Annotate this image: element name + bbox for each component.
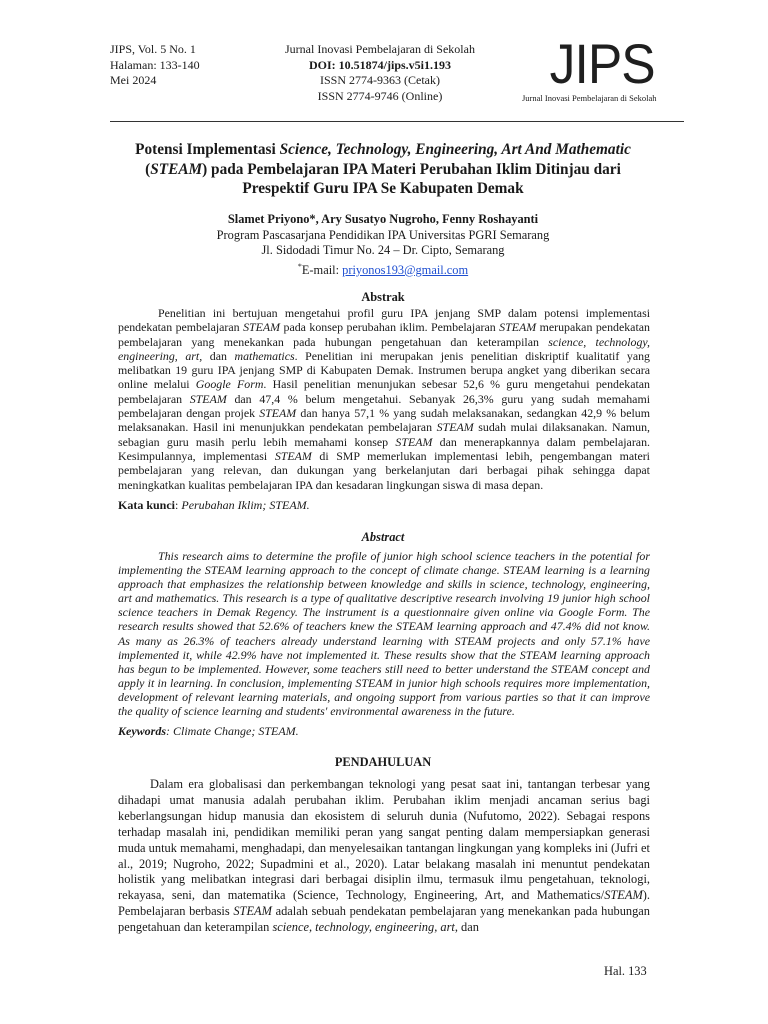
italic-run: science, technology, engineering, art	[272, 920, 455, 935]
email-label: E-mail:	[301, 262, 343, 277]
paper-title	[118, 140, 648, 199]
author-names: Slamet Priyono*, Ary Susatyo Nugroho, Fenny Roshayanti	[227, 212, 539, 226]
pendahuluan-body	[118, 777, 650, 936]
issn-online: ISSN 2774-9746 (Online)	[317, 88, 443, 103]
title-italic: Science, Technology, Engineering, Art And Mathematic	[279, 141, 631, 158]
italic-run: STEAM	[189, 391, 227, 406]
journal-pages: Halaman: 133-140	[110, 57, 200, 72]
italic-run: STEAM	[395, 434, 433, 449]
keywords-id-label: Kata kunci	[118, 498, 176, 512]
abstrak-body	[118, 306, 650, 492]
logo-subtitle: Jurnal Inovasi Pembelajaran di Sekolah	[522, 93, 657, 103]
logo-wordmark: JIPS	[549, 32, 655, 95]
text-run: dan hanya 57,1 % yang sudah melaksanakan, sedangkan 42,9 % belum melaksanakan. Hasil ini menunjukkan pendekatan pembelajaran	[118, 406, 650, 435]
text-run: . Hasil penelitian menunjukan sebesar 52,6 % guru mengetahui pendekatan pembelajaran	[118, 377, 650, 406]
text-run: dan	[202, 348, 235, 363]
author-email-line	[118, 259, 648, 279]
keywords-id-text: Perubahan Iklim; STEAM.	[181, 498, 310, 512]
italic-run: STEAM	[274, 448, 312, 463]
keywords-id	[118, 498, 650, 513]
text-run: Penelitian ini bertujuan mengetahui profil guru IPA jenjang SMP dalam potensi implementasi pendekatan pembelajaran	[118, 306, 650, 335]
title-text: Potensi Implementasi	[135, 141, 280, 158]
text-run: Dalam era globalisasi dan perkembangan teknologi yang pesat saat ini, tantangan terbesar yang dihadapi umat manusia adalah perubahan iklim. Perubahan iklim menjadi ancaman serius bagi keberlangsungan hidup manusia dan ekosistem di seluruh dunia (Nufutomo, 2022). Sebagai respons terhadap masalah ini, pendidikan memiliki peran yang sangat penting dalam mempersiapkan generasi muda untuk memahami, menghadapi, dan menyelesaikan tantangan lingkungan yang kompleks ini (Jufri et al., 2019; Nugroho, 2022; Supadmini et al., 2020). Latar belakang masalah ini menuntut pendekatan holistik yang melibatkan integrasi dari berbagai disiplin ilmu, termasuk ilmu pengetahuan, teknologi, rekayasa, seni, dan matematika (Science, Technology, Engineering, Art, and Mathematics/	[118, 777, 650, 903]
keywords-id-sep: :	[175, 498, 182, 512]
author-address: Jl. Sidodadi Timur No. 24 – Dr. Cipto, Semarang	[261, 243, 505, 258]
journal-identifiers	[260, 42, 500, 104]
keywords-en-sep: :	[166, 724, 173, 738]
title-italic: STEAM	[150, 160, 203, 178]
italic-run: STEAM	[499, 320, 537, 335]
italic-run: STEAM	[604, 888, 643, 903]
journal-name: Jurnal Inovasi Pembelajaran di Sekolah	[285, 42, 475, 56]
issn-print: ISSN 2774-9363 (Cetak)	[320, 73, 440, 87]
text-run: merupakan pendekatan pembelajaran yang menekankan pada hubungan pengetahuan dan keterampilan	[118, 320, 650, 349]
keywords-en	[118, 724, 650, 739]
text-run: ). Pembelajaran berbasis	[118, 888, 650, 919]
text-run: sudah mulai dilaksanakan. Namun, sebagian guru masih perlu lebih memahami konsep	[118, 420, 651, 449]
italic-run: STEAM	[436, 420, 474, 435]
email-link[interactable]: priyonos193@gmail.com	[342, 262, 469, 277]
author-affiliation: Program Pascasarjana Pendidikan IPA Universitas PGRI Semarang	[216, 227, 550, 242]
keywords-en-text: Climate Change; STEAM.	[173, 724, 299, 738]
text-run: dan 47,4 % belum mengetahui. Sebanyak 26,3% guru yang sudah memahami pembelajaran dengan projek	[118, 391, 650, 421]
page-number: Hal. 133	[604, 964, 647, 978]
text-run: , dan	[454, 920, 479, 935]
text-run: dan menerapkannya dalam pembelajaran. Kesimpulannya, implementasi	[118, 434, 650, 463]
journal-logo	[522, 32, 682, 103]
italic-run: STEAM	[243, 320, 281, 335]
pendahuluan-heading: PENDAHULUAN	[334, 755, 432, 769]
doi: DOI: 10.51874/jips.v5i1.193	[308, 57, 451, 72]
italic-run: science, technology, engineering, art,	[118, 334, 651, 363]
journal-meta	[110, 42, 200, 89]
italic-run: STEAM	[259, 406, 297, 421]
journal-volume: JIPS, Vol. 5 No. 1	[110, 42, 196, 56]
text-run: di SMP memerlukan implementasi lebih, pengembangan materi pembelajaran yang relevan, dan dukungan yang berkelanjutan dari berbagai pihak sehingga dapat meningkatkan kualitas pembelajaran IPA dan kesadaran lingkungan siswa di masa depan.	[118, 448, 650, 492]
header-divider	[110, 121, 684, 122]
abstract-heading: Abstract	[361, 530, 405, 544]
email-marker: *	[297, 261, 302, 271]
italic-run: mathematics	[234, 348, 295, 363]
italic-run: Google Form	[195, 377, 264, 392]
text-run: pada konsep perubahan iklim. Pembelajaran	[280, 320, 500, 335]
title-text: (	[145, 160, 151, 178]
author-block	[118, 212, 648, 279]
journal-date: Mei 2024	[110, 73, 157, 87]
abstrak-heading: Abstrak	[361, 290, 405, 304]
title-text: ) pada Pembelajaran IPA Materi Perubahan Iklim Ditinjau dari Prespektif Guru IPA Se Kabupaten Demak	[202, 160, 621, 197]
abstract-body: This research aims to determine the profile of junior high school science teachers in the potential for implementing the STEAM learning approach to the concept of climate change. STEAM learning is a learning approach that emphasizes the relationship between knowledge and skills in science, technology, engineering, art and mathematics. This research is a type of qualitative descriptive research involving 19 junior high school science teachers in Demak Regency. The instrument is a questionnaire given online via Google Form. The research results showed that 52.6% of teachers knew the STEAM learning approach and 47.4% did not know. As many as 26.3% of teachers already understand learning with STEAM projects and only 57.1% have implemented it, while 42.9% have not implemented it. These results show that the STEAM learning approach has begun to be implemented. However, some teachers still need to better understand the STEAM concept and apply it in learning. In conclusion, implementing STEAM in junior high schools requires more implementation, development of relevant learning materials, and ongoing support from various parties so that it can improve the quality of science learning and students' environmental awareness in the future.	[118, 549, 650, 719]
keywords-en-label: Keywords	[118, 724, 166, 738]
italic-run: STEAM	[233, 904, 272, 919]
text-run: adalah sebuah pendekatan pembelajaran yang menekankan pada hubungan pengetahuan dan keterampilan	[118, 904, 651, 935]
text-run: . Penelitian ini merupakan jenis penelitian diskriptif kualitatif yang melibatkan 19 guru IPA jenjang SMP di Kabupaten Demak. Instrumen berupa angket yang diberikan secara online melalui	[118, 348, 651, 392]
